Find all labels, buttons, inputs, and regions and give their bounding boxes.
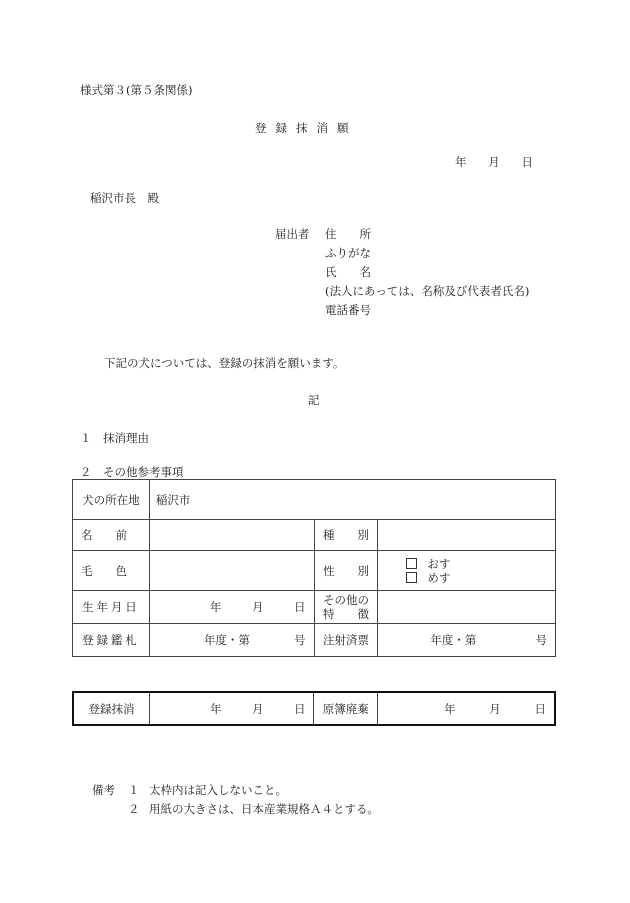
birth-day: 日 <box>294 600 306 614</box>
form-number: 様式第３(第５条関係) <box>80 83 193 97</box>
injection-value <box>378 624 556 657</box>
note-1: 太枠内は記入しないこと。 <box>149 783 287 797</box>
title-char: 録 <box>275 121 287 135</box>
birth-month: 月 <box>251 600 264 614</box>
register-day: 日 <box>534 701 546 716</box>
other-features-value <box>378 591 556 624</box>
title-char: 登 <box>255 121 267 135</box>
checkbox-icon <box>406 572 417 583</box>
checkbox-icon <box>406 558 417 569</box>
name-label: 名 前 <box>81 528 127 542</box>
note-2: 用紙の大きさは、日本産業規格Ａ４とする。 <box>149 802 379 816</box>
applicant-address: 住 所 <box>325 227 371 241</box>
title-char: 願 <box>337 121 349 135</box>
birth-value <box>149 591 314 624</box>
cancel-month: 月 <box>251 701 264 716</box>
location-label: 犬の所在地 <box>73 480 150 520</box>
note-1-number: １ <box>128 783 140 797</box>
section-other-info: ２ その他参考事項 <box>80 465 184 479</box>
date-line <box>455 154 533 170</box>
injection-label: 注射済票 <box>314 624 378 657</box>
section-cancel-reason: １ 抹消理由 <box>80 431 149 445</box>
dog-info-table <box>72 479 556 657</box>
tag-label: 登録鑑札 <box>73 624 150 657</box>
addressee: 稲沢市長 殿 <box>90 191 159 205</box>
location-value <box>149 480 555 520</box>
request-text: 下記の犬については、登録の抹消を願います。 <box>104 356 345 370</box>
name-label-cell <box>73 520 150 551</box>
sex-female-label: めす <box>427 570 451 585</box>
applicant-furigana: ふりがな <box>325 246 371 260</box>
sex-male-option <box>378 557 555 571</box>
sex-options <box>378 551 556 591</box>
register-discard-value <box>378 692 555 725</box>
sex-male-label: おす <box>427 556 451 571</box>
name-value <box>149 520 314 551</box>
sex-label: 性 別 <box>314 551 378 591</box>
register-discard-label: 原簿廃棄 <box>314 692 378 725</box>
injection-no-text: 号 <box>535 633 547 647</box>
document-title <box>255 120 349 136</box>
injection-year-text: 年度・第 <box>430 633 477 647</box>
location-value-text: 稲沢市 <box>155 492 191 507</box>
other-features-label <box>314 591 378 624</box>
coat-value <box>149 551 314 591</box>
cancel-day: 日 <box>293 701 306 716</box>
ki-mark: 記 <box>308 393 320 407</box>
other-label-line2: 特 徴 <box>322 607 369 621</box>
cancel-year: 年 <box>209 701 222 716</box>
applicant-corp-note: (法人にあっては、名称及び代表者氏名) <box>325 284 530 298</box>
breed-label: 種 別 <box>314 520 378 551</box>
breed-value <box>378 520 556 551</box>
birth-year: 年 <box>209 600 222 614</box>
tag-value <box>149 624 314 657</box>
birth-label: 生年月日 <box>73 591 150 624</box>
notes-label: 備考 <box>92 783 115 797</box>
applicant-label: 届出者 <box>275 227 310 241</box>
cancel-date-value <box>149 692 313 725</box>
title-char: 消 <box>316 121 328 135</box>
applicant-phone: 電話番号 <box>325 303 371 317</box>
other-label-line1: その他の <box>322 593 369 607</box>
coat-label: 毛 色 <box>81 563 127 578</box>
date-day: 日 <box>521 155 533 169</box>
note-2-number: ２ <box>128 802 140 816</box>
date-month: 月 <box>488 155 500 169</box>
register-year: 年 <box>444 701 456 716</box>
cancel-date-label: 登録抹消 <box>73 692 149 725</box>
tag-year-text: 年度・第 <box>203 633 250 647</box>
date-year: 年 <box>455 155 467 169</box>
sex-female-option <box>378 571 555 585</box>
coat-label-cell <box>73 551 150 591</box>
office-use-table <box>72 691 556 726</box>
applicant-name: 氏 名 <box>325 265 371 279</box>
tag-no-text: 号 <box>294 633 306 647</box>
register-month: 月 <box>489 701 501 716</box>
title-char: 抹 <box>296 121 308 135</box>
